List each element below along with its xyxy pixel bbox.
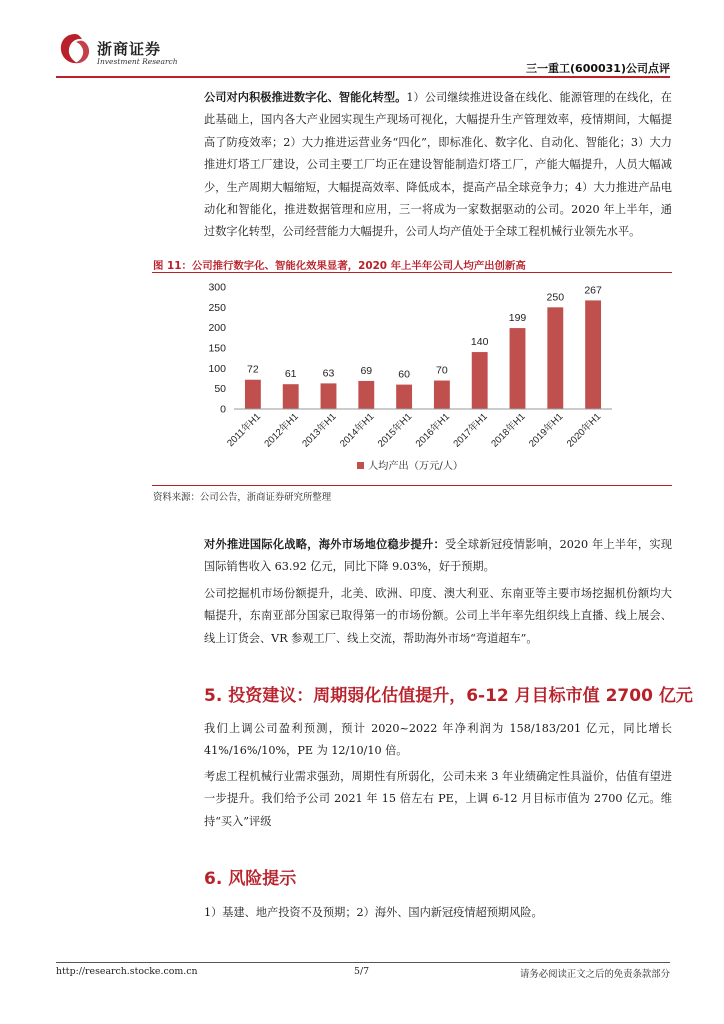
y-tick-label: 50 (214, 383, 226, 396)
x-tick-label: 2020年H1 (564, 411, 604, 450)
bar-value-label: 250 (546, 291, 565, 304)
paragraph-digitalization (204, 87, 672, 244)
x-tick-label: 2016年H1 (413, 411, 453, 450)
report-tag: 三一重工(600031)公司点评 (526, 62, 670, 75)
legend-swatch (357, 462, 364, 469)
footer-rule (56, 962, 670, 963)
bar-value-label: 60 (398, 368, 410, 381)
bar-value-label: 140 (470, 336, 489, 349)
x-tick-label: 2017年H1 (451, 411, 490, 450)
y-tick-label: 100 (208, 362, 226, 375)
bar (585, 300, 601, 409)
paragraph-text: 1）基建、地产投资不及预期；2）海外、国内新冠疫情超预期风险。 (204, 906, 543, 919)
bar (472, 352, 488, 409)
bar (245, 380, 261, 409)
header-rule (56, 76, 670, 78)
brand-name-en: Investment Research (97, 57, 178, 66)
bar-value-label: 61 (284, 368, 297, 381)
bar-value-label: 70 (436, 364, 448, 377)
footer-disclaimer: 请务必阅读正文之后的免责条款部分 (519, 969, 670, 980)
bar-chart (152, 273, 672, 485)
paragraph-text: 受全球新冠疫情影响，2020 年上半年，实现国际销售收入 63.92 亿元，同比下降 9.03%，好于预期。 (204, 538, 672, 574)
bar (283, 384, 299, 409)
bar-value-label: 63 (322, 367, 335, 380)
bars (245, 300, 601, 409)
bar (358, 381, 374, 409)
paragraph-text: 考虑工程机械行业需求强劲，周期性有所弱化，公司未来 3 年业绩确定性具溢价，估值有望进一步提升。我们给予公司 2021 年 15 倍左右 PE，上调 6-12 月目标市值为 2700 亿元。维持“买入”评级 (204, 770, 672, 828)
x-tick-label: 2015年H1 (375, 411, 415, 450)
figure-source: 资料来源：公司公告，浙商证券研究所整理 (153, 492, 332, 503)
x-tick-label: 2014年H1 (338, 411, 377, 450)
legend-label: 人均产出（万元/人） (368, 461, 464, 472)
x-tick-label: 2012年H1 (262, 411, 301, 450)
y-tick-label: 300 (208, 281, 226, 294)
bar (547, 307, 563, 409)
brand-name: 浙商证券 (97, 40, 162, 58)
logo-mark-icon (58, 32, 92, 66)
bar-value-label: 267 (584, 284, 602, 297)
section-heading-risk: 6. 风险提示 (204, 869, 297, 889)
x-tick-label: 2013年H1 (300, 411, 339, 450)
x-tick-label: 2018年H1 (489, 411, 528, 450)
y-tick-label: 150 (208, 342, 226, 355)
section-heading-investment: 5. 投资建议：周期弱化估值提升，6-12 月目标市值 2700 亿元 (204, 686, 693, 706)
bar (510, 328, 526, 409)
paragraph-forecast (204, 718, 672, 763)
bar-value-label: 199 (508, 312, 527, 325)
paragraph-excavator-share (204, 583, 672, 650)
y-tick-label: 250 (208, 301, 226, 314)
y-tick-label: 0 (220, 403, 226, 416)
footer-url[interactable]: http://research.stocke.com.cn (56, 966, 198, 977)
paragraph-text: 1）公司继续推进设备在线化、能源管理的在线化，在此基础上，国内各大产业园实现生产现场可视化，大幅提升生产管理效率，疫情期间，大幅提高了防疫效率；2）大力推进运营业务“四化”，即标准化、数字化、自动化、智能化；3）大力推进灯塔工厂建设，公司主要工厂均正在建设智能制造灯塔工厂，产能大幅提升，人员大幅减少，生产周期大幅缩短，大幅提高效率、降低成本，提高产品全球竞争力；4）大力推进产品电动化和智能化，推进数据管理和应用，三一将成为一家数据驱动的公司。2020 年上半年，通过数字化转型，公司经营能力大幅提升，公司人均产值处于全球工程机械行业领先水平。 (204, 91, 672, 239)
x-tick-label: 2011年H1 (225, 411, 264, 450)
paragraph-text: 公司挖掘机市场份额提升，北美、欧洲、印度、澳大利亚、东南亚等主要市场挖掘机份额均大幅提升，东南亚部分国家已取得第一的市场份额。公司上半年率先组织线上直播、线上展会、线上订货会、VR 参观工厂、线上交流，帮助海外市场“弯道超车”。 (204, 587, 672, 645)
bar-value-label: 69 (360, 364, 373, 377)
paragraph-text: 我们上调公司盈利预测，预计 2020~2022 年净利润为 158/183/201 亿元，同比增长 41%/16%/10%，PE 为 12/10/10 倍。 (204, 722, 672, 758)
bar (434, 381, 450, 409)
chart-legend (357, 459, 463, 472)
paragraph-valuation (204, 766, 672, 833)
paragraph-lead: 公司对内积极推进数字化、智能化转型。 (204, 91, 407, 104)
y-axis (208, 282, 226, 416)
paragraph-international (204, 534, 672, 579)
figure-title: 图 11：公司推行数字化、智能化效果显著，2020 年上半年公司人均产出创新高 (153, 260, 526, 272)
paragraph-lead: 对外推进国际化战略，海外市场地位稳步提升： (204, 538, 445, 551)
x-tick-label: 2019年H1 (527, 411, 566, 450)
bar (396, 385, 412, 409)
figure-bottom-rule (152, 485, 672, 486)
paragraph-risk (204, 902, 672, 924)
page-number: 5/7 (354, 966, 370, 977)
x-axis (224, 409, 612, 450)
bar-value-label: 72 (247, 363, 259, 376)
y-tick-label: 200 (208, 322, 226, 335)
bar (321, 383, 337, 409)
